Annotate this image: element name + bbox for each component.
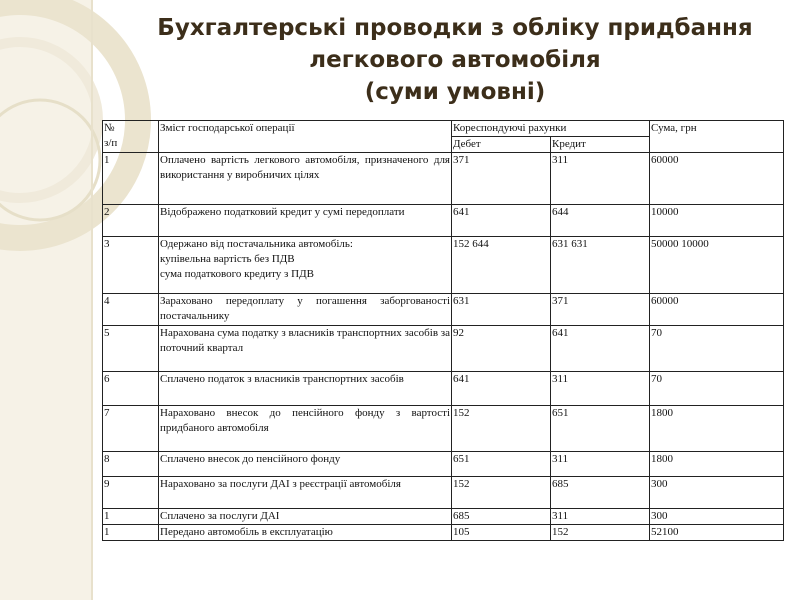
row-number: 6 <box>103 372 159 406</box>
table-row <box>103 509 784 525</box>
row-number: 7 <box>103 406 159 452</box>
row-number: 1 <box>103 153 159 205</box>
table-row <box>103 372 784 406</box>
row-credit: 152 <box>551 525 650 541</box>
header-number: № з/п <box>103 121 159 153</box>
row-content <box>159 237 452 294</box>
row-content-line: купівельна вартість без ПДВ <box>160 253 295 265</box>
table-row <box>103 477 784 509</box>
table-row <box>103 237 784 294</box>
row-number: 9 <box>103 477 159 509</box>
row-sum: 70 <box>650 372 784 406</box>
row-credit: 644 <box>551 205 650 237</box>
table-row <box>103 153 784 205</box>
header-sum: Сума, грн <box>650 121 784 153</box>
postings-table-wrapper <box>102 120 784 541</box>
table-row <box>103 525 784 541</box>
row-debit: 641 <box>452 205 551 237</box>
row-debit: 152 <box>452 406 551 452</box>
table-row <box>103 205 784 237</box>
header-row <box>103 121 784 137</box>
row-number: 2 <box>103 205 159 237</box>
row-content: Нараховано внесок до пенсійного фонду з вартості придбаного автомобіля <box>159 406 452 452</box>
row-credit: 311 <box>551 509 650 525</box>
row-sum: 60000 <box>650 153 784 205</box>
row-debit: 371 <box>452 153 551 205</box>
row-debit: 152 644 <box>452 237 551 294</box>
row-sum: 52100 <box>650 525 784 541</box>
row-credit: 311 <box>551 452 650 477</box>
header-content: Зміст господарської операції <box>159 121 452 153</box>
row-debit: 651 <box>452 452 551 477</box>
row-content: Сплачено внесок до пенсійного фонду <box>159 452 452 477</box>
row-sum: 1800 <box>650 452 784 477</box>
table-row <box>103 294 784 326</box>
row-sum: 70 <box>650 326 784 372</box>
title-line-1: Бухгалтерські проводки з обліку придбання <box>157 15 753 41</box>
row-credit: 685 <box>551 477 650 509</box>
row-debit: 92 <box>452 326 551 372</box>
title-line-3: (суми умовні) <box>364 79 546 105</box>
table-row <box>103 406 784 452</box>
table-body <box>103 153 784 541</box>
row-sum: 60000 <box>650 294 784 326</box>
row-number: 1 <box>103 509 159 525</box>
postings-table <box>102 120 784 541</box>
row-content: Сплачено за послуги ДАІ <box>159 509 452 525</box>
row-content-line: сума податкового кредиту з ПДВ <box>160 268 314 280</box>
row-number: 1 <box>103 525 159 541</box>
row-credit: 371 <box>551 294 650 326</box>
row-sum: 300 <box>650 509 784 525</box>
row-debit: 152 <box>452 477 551 509</box>
row-content: Передано автомобіль в експлуатацію <box>159 525 452 541</box>
row-content-line: Одержано від постачальника автомобіль: <box>160 238 353 250</box>
row-credit: 651 <box>551 406 650 452</box>
row-number: 8 <box>103 452 159 477</box>
row-credit: 631 631 <box>551 237 650 294</box>
row-debit: 685 <box>452 509 551 525</box>
header-accounts: Кореспондуючі рахунки <box>452 121 650 137</box>
row-sum: 50000 10000 <box>650 237 784 294</box>
row-credit: 311 <box>551 153 650 205</box>
header-credit: Кредит <box>551 137 650 153</box>
row-content: Нараховано за послуги ДАІ з реєстрації автомобіля <box>159 477 452 509</box>
table-row <box>103 326 784 372</box>
row-sum: 10000 <box>650 205 784 237</box>
row-debit: 641 <box>452 372 551 406</box>
table-row <box>103 452 784 477</box>
row-number: 5 <box>103 326 159 372</box>
row-content: Нарахована сума податку з власників транспортних засобів за поточний квартал <box>159 326 452 372</box>
row-credit: 641 <box>551 326 650 372</box>
row-debit: 631 <box>452 294 551 326</box>
row-credit: 311 <box>551 372 650 406</box>
title-line-2: легкового автомобіля <box>309 47 601 73</box>
row-number: 3 <box>103 237 159 294</box>
slide-title <box>140 12 770 108</box>
row-number: 4 <box>103 294 159 326</box>
row-debit: 105 <box>452 525 551 541</box>
row-content: Зараховано передоплату у погашення заборгованості постачальнику <box>159 294 452 326</box>
row-content: Відображено податковий кредит у сумі передоплати <box>159 205 452 237</box>
row-sum: 300 <box>650 477 784 509</box>
header-debit: Дебет <box>452 137 551 153</box>
row-content: Оплачено вартість легкового автомобіля, призначеного для використання у виробничих цілях <box>159 153 452 205</box>
row-content: Сплачено податок з власників транспортних засобів <box>159 372 452 406</box>
row-sum: 1800 <box>650 406 784 452</box>
